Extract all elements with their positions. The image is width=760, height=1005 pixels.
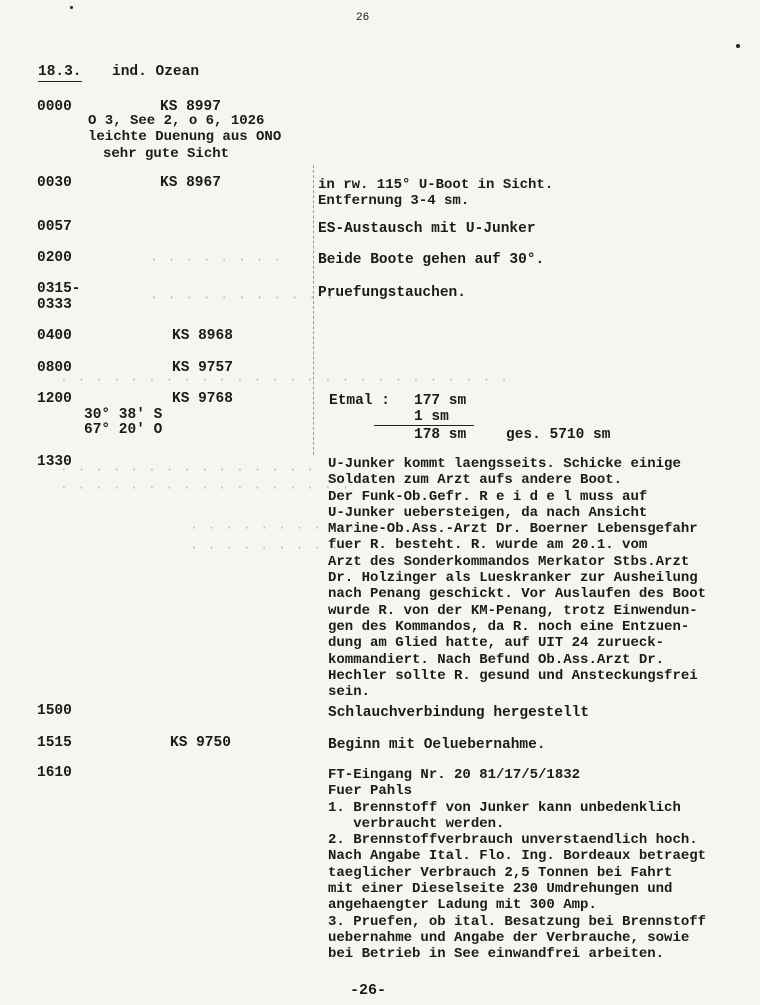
- total-distance: ges. 5710 sm: [506, 427, 611, 443]
- time-1200: 1200: [37, 391, 72, 407]
- stray-mark: [736, 44, 740, 48]
- text-line: Entfernung 3-4 sm.: [318, 193, 470, 210]
- text-line: leichte Duenung aus ONO: [88, 129, 282, 146]
- etmal-label: Etmal :: [329, 393, 390, 409]
- column-guide: [313, 165, 314, 455]
- page-number-bottom: -26-: [350, 982, 387, 999]
- text-line: U-Junker uebersteigen, da nach Ansicht: [328, 504, 648, 521]
- sum-rule: [374, 425, 474, 426]
- page-number-top: 26: [356, 12, 370, 24]
- time-0057: 0057: [37, 219, 72, 235]
- text-line: bei Betrieb in See einwandfrei arbeiten.: [328, 946, 665, 963]
- position-lat: 30° 38' S: [84, 407, 163, 423]
- ks-1200: KS 9768: [172, 391, 233, 407]
- text-line: in rw. 115° U-Boot in Sicht.: [318, 177, 554, 193]
- bleed-through: · · · · · · · · · · ·: [150, 290, 335, 305]
- text-line: Nach Angabe Ital. Flo. Ing. Bordeaux betraegt: [328, 848, 707, 865]
- text-line: dung am Glied hatte, auf UIT 24 zurueck-: [328, 635, 665, 652]
- entry-0057-text: ES-Austausch mit U-Junker: [318, 221, 536, 237]
- text-line: Arzt des Sonderkommandos Merkator Stbs.Arzt: [328, 553, 690, 570]
- text-line: wurde R. von der KM-Penang, trotz Einwendun-: [328, 602, 698, 619]
- text-line: taeglicher Verbrauch 2,5 Tonnen bei Fahrt: [328, 864, 673, 881]
- bleed-through: · · · · · · · ·: [150, 252, 283, 267]
- text-line: uebernahme und Angabe der Verbrauche, sowie: [328, 929, 690, 946]
- ks-0000: KS 8997: [160, 99, 221, 115]
- text-line: fuer R. besteht. R. wurde am 20.1. vom: [328, 537, 648, 554]
- position-lon: 67° 20' O: [84, 422, 163, 438]
- bleed-through: · · · · · · · · · · · · · · · · ·: [60, 480, 351, 495]
- text-line: angehaengter Ladung mit 300 Amp.: [328, 897, 597, 914]
- time-0030: 0030: [37, 175, 72, 191]
- entry-0030-text: [318, 177, 553, 210]
- entry-1610-text: [328, 767, 706, 963]
- bleed-through: · · · · · · · · ·: [190, 540, 340, 555]
- time-0200: 0200: [37, 250, 72, 266]
- text-line: sein.: [328, 684, 371, 701]
- entry-0315-text: Pruefungstauchen.: [318, 285, 466, 301]
- text-line: gen des Kommandos, da R. noch eine Entzuen-: [328, 618, 690, 635]
- bleed-through: · · · · · · · · · · · · · · ·: [60, 462, 316, 477]
- date: 18.3.: [38, 64, 82, 80]
- text-line: 1. Brennstoff von Junker kann unbedenklich: [328, 799, 681, 816]
- text-line: sehr gute Sicht: [103, 145, 230, 162]
- time-0333: 0333: [37, 297, 72, 313]
- entry-0200-text: Beide Boote gehen auf 30°.: [318, 252, 545, 268]
- text-line: verbraucht werden.: [328, 815, 505, 832]
- time-1330: 1330: [37, 454, 72, 470]
- text-line: O 3, See 2, o 6, 1026: [88, 113, 265, 129]
- date-underline: [38, 81, 82, 82]
- ks-0800: KS 9757: [172, 360, 233, 376]
- time-1610: 1610: [37, 765, 72, 781]
- text-line: kommandiert. Nach Befund Ob.Ass.Arzt Dr.: [328, 651, 665, 668]
- text-line: Fuer Pahls: [328, 783, 413, 800]
- time-0000: 0000: [37, 99, 72, 115]
- entry-0000-text: [88, 113, 281, 162]
- ks-0400: KS 8968: [172, 328, 233, 344]
- time-0400: 0400: [37, 328, 72, 344]
- entry-1500-text: Schlauchverbindung hergestellt: [328, 705, 590, 721]
- etmal-value-1: 177 sm: [414, 393, 467, 409]
- text-line: mit einer Dieselseite 230 Umdrehungen und: [328, 881, 673, 898]
- text-line: Marine-Ob.Ass.-Arzt Dr. Boerner Lebensgefahr: [328, 521, 698, 538]
- text-line: Hechler sollte R. gesund und Ansteckungsfrei: [328, 667, 698, 684]
- etmal-sum: 178 sm: [414, 427, 467, 443]
- time-1500: 1500: [37, 703, 72, 719]
- entry-1330-text: [328, 456, 706, 700]
- text-line: Der Funk-Ob.Gefr. R e i d e l muss auf: [328, 488, 648, 505]
- etmal-value-2: 1 sm: [414, 409, 449, 425]
- bleed-through: · · · · · · · · · · · · · · · · · · · · · · · · · ·: [60, 372, 509, 387]
- text-line: FT-Eingang Nr. 20 81/17/5/1832: [328, 767, 581, 783]
- entry-1515-text: Beginn mit Oeluebernahme.: [328, 737, 546, 753]
- text-line: nach Penang geschickt. Vor Auslaufen des Boot: [328, 586, 707, 603]
- text-line: U-Junker kommt laengsseits. Schicke einige: [328, 456, 681, 472]
- text-line: Dr. Holzinger als Lueskranker zur Ausheilung: [328, 570, 698, 587]
- time-0800: 0800: [37, 360, 72, 376]
- time-0315: 0315-: [37, 281, 81, 297]
- text-line: Soldaten zum Arzt aufs andere Boot.: [328, 472, 623, 489]
- area: ind. Ozean: [112, 64, 200, 80]
- stray-mark: [70, 6, 73, 9]
- bleed-through: · · · · · · · · · ·: [190, 520, 358, 535]
- text-line: 2. Brennstoffverbrauch unverstaendlich hoch.: [328, 832, 698, 849]
- text-line: 3. Pruefen, ob ital. Besatzung bei Brennstoff: [328, 913, 707, 930]
- ks-1515: KS 9750: [170, 735, 231, 751]
- ks-0030: KS 8967: [160, 175, 221, 191]
- time-1515: 1515: [37, 735, 72, 751]
